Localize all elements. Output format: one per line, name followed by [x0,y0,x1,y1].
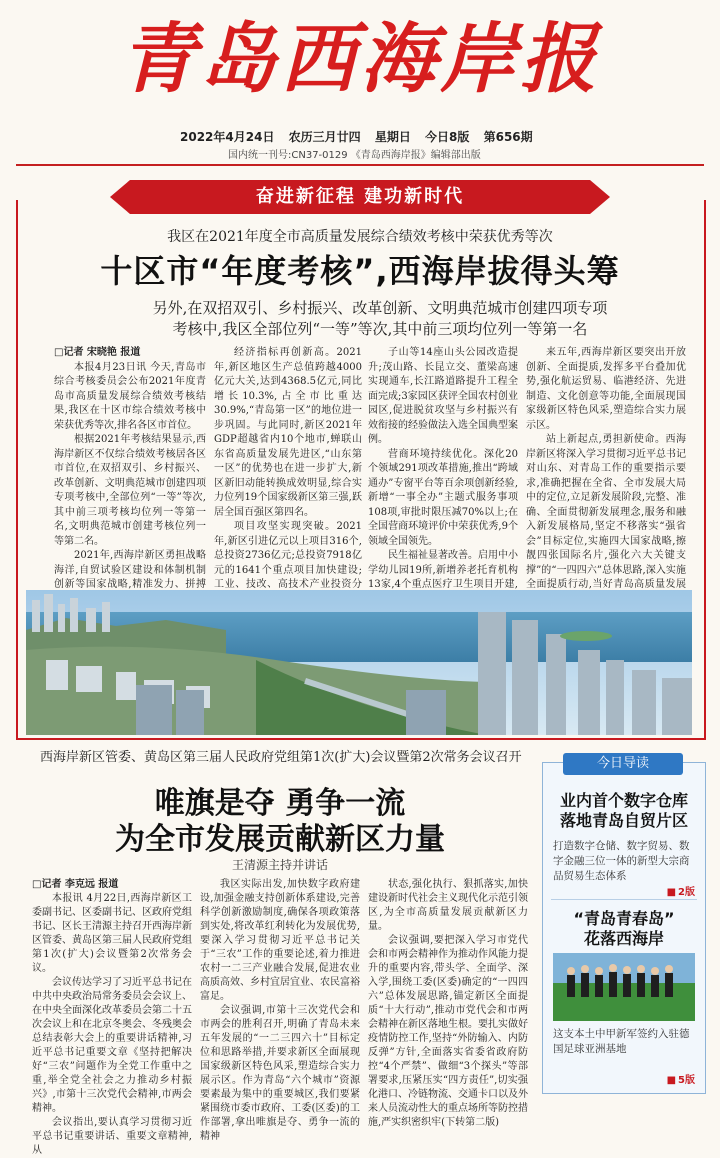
second-byline: □记者 李克远 报道 [32,879,119,890]
guide-story-1-page-link[interactable]: ■ 2版 [667,883,695,898]
second-headline-line-2: 为全市发展贡献新区力量 [115,822,445,857]
guide-story-2-headline-line-2[interactable]: 花落西海岸 [583,929,664,948]
lead-column-1 [54,346,206,590]
city-skyline-photo [26,590,692,735]
issue-pages: 今日8版 [425,130,470,144]
second-headline-line-1: 唯旗是夺 勇争一流 [154,786,406,821]
lead-headline: 十区市“年度考核”,西海岸拔得头筹 [100,252,620,290]
lead-paragraph: 根据2021年考核结果显示,西海岸新区不仅综合绩效考核居各区市首位,在双招双引、乡村振兴、改革创新、文明典范城市创建四项专项考核中,全部位列“一等”等次,其中前三项考核均位列一等第一名,文明典范城市创建考核位列一等第二名。 [54,434,206,547]
second-kicker: 西海岸新区管委、黄岛区第三届人民政府党组第1次(扩大)会议暨第2次常务会议召开 [40,750,522,765]
lead-column-4 [526,346,686,590]
lead-paragraph: 营商环境持续优化。深化20个领域291项改革措施,推出“跨域通办”专窗平台等百余项创新经验,新增“一事全办”主题式服务事项108项,审批时限压减70%以上;在全国营商环境评价中荣获优秀,9个领域全国领先。 [368,448,518,547]
lead-subheadline-line: 另外,在双招双引、乡村振兴、改革创新、文明典范城市创建四项专项 [152,299,608,317]
football-team-illustration [553,953,695,1021]
lead-column-3 [368,346,518,590]
todays-guide-tag: 今日导读 [563,753,683,775]
lead-paragraph: 民生福祉显著改善。启用中小学幼儿园19所,新增养老托育机构13家,4个重点医疗卫生项目开建, [368,550,518,590]
issue-weekday: 星期日 [374,130,411,144]
football-team-photo [553,953,695,1021]
city-skyline-illustration [26,590,692,735]
publication-line: 国内统一刊号:CN37-0129 《青岛西海岸报》编辑部出版 [228,150,481,161]
masthead-divider [16,164,704,166]
issue-date: 2022年4月24日 [180,130,275,144]
lead-paragraph: 站上新起点,勇担新使命。西海岸新区将深入学习贯彻习近平总书记对山东、对青岛工作的重要指示要求,准确把握在全省、全市发展大局中的定位,立足新发展阶段,完整、准确、全面贯彻新发展理念,服务和融入新发展格局,坚定不移落实“强省会”目标定位,实施四大国家战略,擦靓四张国际名片,强化六大关键支撑”的“一四四六”总体思路,深入实施全面提质行动,当好青岛高质量发展 [526,434,686,590]
theme-banner: 奋进新征程 建功新时代 [130,180,590,214]
second-paragraph: 我区实际出发,加快数字政府建设,加强金融支持创新体系建设,完善科学创新激励制度,确保各项政策落到实处,将改革红利转化为发展优势,要深入学习贯彻习近平总书记关于“三农”工作的重要论述,着力推进农村一二三产业融合发展,促进农业高质高效、乡村宜居宜业、农民富裕富足。 [200,879,360,1002]
second-paragraph: 会议强调,市第十三次党代会和市两会的胜利召开,明确了青岛未来五年发展的“一二三四六十”目标定位和思路举措,并要求新区全面展现国家级新区特色风采,塑造综合实力展示区。作为青岛“六个城市”资源要素最为集中的重要城区,我们要紧紧围绕市委市政府、工委(区委)的工作部署,拿出唯旗是夺、勇争一流的精神 [200,1005,360,1142]
lead-byline: □记者 宋晓艳 报道 [54,347,141,358]
second-column-3 [368,878,528,1128]
issue-number: 第656期 [483,130,533,144]
guide-story-1-summary: 打造数字仓储、数字贸易、数字金融三位一体的新型大宗商品贸易生态体系 [553,840,690,882]
lead-paragraph: 本报4月23日讯 今天,青岛市综合考核委员会公布2021年度青岛市高质量发展综合绩效考核结果,我区在十区市综合绩效考核中荣获优秀等次,排名各区市首位。 [54,361,206,431]
guide-story-2-headline-line-1[interactable]: “青岛青春岛” [573,909,675,928]
second-paragraph: 会议指出,要认真学习贯彻习近平总书记重要讲话、重要文章精神,从 [32,1117,192,1156]
guide-story-1-headline-line-2[interactable]: 落地青岛自贸片区 [559,811,688,830]
lead-subheadline-line: 考核中,我区全部位列“一等”等次,其中前三项均位列一等第一名 [172,320,588,338]
lead-paragraph: 来五年,西海岸新区要突出开放创新、全面提质,发挥多平台叠加优势,强化航运贸易、临港经济、先进制造、文化创意等功能,全面展现国家级新区特色风采,塑造综合实力展示区。 [526,347,686,431]
todays-guide-sidebar [542,756,706,1094]
second-paragraph: 会议强调,要把深入学习市党代会和市两会精神作为推动作风能力提升的重要内容,带头学、全面学、深入学,围绕工委(区委)确定的“一四四六”总体发展思路,锚定新区全面提质“十大行动”,推动市党代会和市两会精神在新区落地生根。要扎实做好疫情防控工作,坚持“外防输入、内防反弹”方针,全面落实省委省政府防控“4个严禁”、做细“3个探头”等部署要求,压紧压实“四方责任”,切实强化港口、冷链物流、交通卡口以及外来人员流动性大的重点场所等防控措施,严实织密织牢(下转第二版) [368,935,528,1128]
second-paragraph: 状态,强化执行、狠抓落实,加快建设新时代社会主义现代化示范引领区,为全市高质量发展贡献新区力量。 [368,879,528,932]
newspaper-title: 青岛西海岸报 [120,14,600,103]
second-column-1 [32,878,192,1156]
lead-paragraph: 2021年,西海岸新区勇担战略海洋,自贸试验区建设和体制机制创新等国家战略,精准发力、拼搏 [54,550,206,590]
guide-story-1-headline-line-1[interactable]: 业内首个数字仓库 [559,791,688,810]
second-paragraph: 会议传达学习了习近平总书记在中共中央政治局常务委员会会议上、在中央全面深化改革委员会第二十五次会议上和在北京冬奥会、冬残奥会总结表彰大会上的重要讲话精神,习近平总书记重要文章《坚持把解决好“三农”问题作为全党工作重中之重,举全党全社会之力推动乡村振兴》,市第十三次党代会精神,市两会精神。 [32,977,192,1114]
lead-paragraph: 项目攻坚实现突破。2021年,新区引进亿元以上项目316个,总投资2736亿元;总投资7918亿元的1641个重点项目加快建设;工业、技改、高技术产业投资分 [214,521,362,590]
second-column-2 [200,878,360,1142]
guide-story-2-summary: 这支本土中甲新军签约入驻德国足球亚洲基地 [553,1028,690,1055]
second-subheadline: 王清源主持并讲话 [231,858,328,872]
lead-paragraph: 经济指标再创新高。2021年,新区地区生产总值跨越4000亿元大关,达到4368.5亿元,同比增长10.3%,占全市比重达30.9%,“青岛第一区”的地位进一步巩固。与此同时,新区2021年GDP超越省内10个地市,蝉联山东省高质量发展先进区,“山东第一区”的优势也在进一步扩大,新区新旧动能转换成效明显,综合实力位列19个国家级新区第三强,跃居全国百强区第四名。 [214,347,362,518]
guide-divider [551,899,697,900]
lead-kicker: 我区在2021年度全市高质量发展综合绩效考核中荣获优秀等次 [167,229,553,245]
second-paragraph: 本报讯 4月22日,西海岸新区工委副书记、区委副书记、区政府党组书记、区长王清源主持召开西海岸新区管委、黄岛区第三届人民政府党组第1次(扩大)会议暨第2次常务会议。 [32,893,192,974]
lead-subheadline [120,298,640,340]
lead-column-2 [214,346,362,590]
lead-paragraph: 子山等14座山头公园改造提升;茂山路、长昆立交、董梁高速实现通车,长江路道路提升工程全面完成;3家园区获评全国农村创业园区,促进脱贫攻坚与乡村振兴有效衔接的经验做法入选全国典型案例。 [368,347,518,445]
guide-story-2-page-link[interactable]: ■ 5版 [667,1071,695,1086]
issue-lunar-date: 农历三月廿四 [288,130,361,144]
issue-info [180,128,543,145]
masthead [0,0,720,122]
